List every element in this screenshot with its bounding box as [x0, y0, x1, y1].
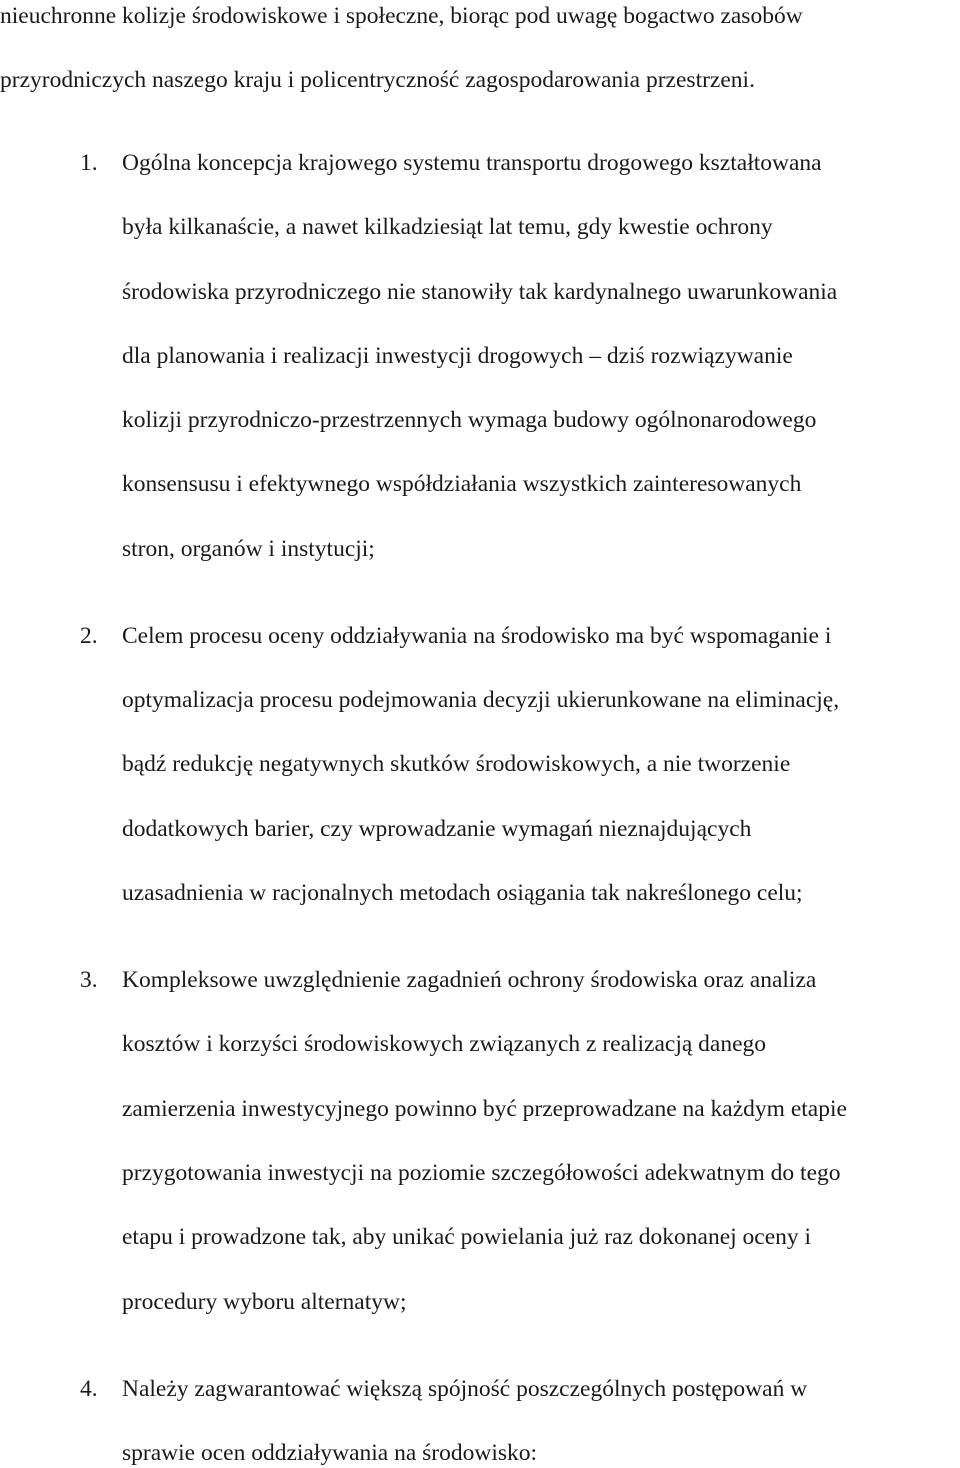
text-line: była kilkanaście, a nawet kilkadziesiąt lat temu, gdy kwestie ochrony [122, 214, 773, 240]
text-line: stron, organów i instytucji; [122, 536, 375, 562]
text-line: procedury wyboru alternatyw; [122, 1289, 407, 1315]
item-number: 3. [80, 967, 98, 993]
text-line: bądź redukcję negatywnych skutków środowiskowych, a nie tworzenie [122, 751, 791, 777]
item-number: 1. [80, 150, 98, 176]
text-line: Ogólna koncepcja krajowego systemu transportu drogowego kształtowana [122, 150, 822, 176]
item-number: 2. [80, 623, 98, 649]
text-line: przygotowania inwestycji na poziomie szczegółowości adekwatnym do tego [122, 1160, 841, 1186]
text-line: uzasadnienia w racjonalnych metodach osiągania tak nakreślonego celu; [122, 880, 803, 906]
text-line: środowiska przyrodniczego nie stanowiły tak kardynalnego uwarunkowania [122, 279, 838, 305]
text-line: kolizji przyrodniczo-przestrzennych wymaga budowy ogólnonarodowego [122, 407, 817, 433]
text-line: dodatkowych barier, czy wprowadzanie wymagań nieznajdujących [122, 816, 752, 842]
text-line: Należy zagwarantować większą spójność poszczególnych postępowań w [122, 1376, 808, 1402]
text-line: dla planowania i realizacji inwestycji drogowych – dziś rozwiązywanie [122, 343, 793, 369]
text-line: etapu i prowadzone tak, aby unikać powielania już raz dokonanej oceny i [122, 1224, 812, 1250]
text-line: Celem procesu oceny oddziaływania na środowisko ma być wspomaganie i [122, 623, 832, 649]
text-line: optymalizacja procesu podejmowania decyzji ukierunkowane na eliminację, [122, 687, 840, 713]
text-line: Kompleksowe uwzględnienie zagadnień ochrony środowiska oraz analiza [122, 967, 817, 993]
text-line: przyrodniczych naszego kraju i policentryczność zagospodarowania przestrzeni. [0, 67, 755, 93]
text-line: zamierzenia inwestycyjnego powinno być przeprowadzane na każdym etapie [122, 1096, 847, 1122]
item-number: 4. [80, 1376, 98, 1402]
text-line: sprawie ocen oddziaływania na środowisko: [122, 1440, 538, 1466]
text-line: nieuchronne kolizje środowiskowe i społeczne, biorąc pod uwagę bogactwo zasobów [0, 3, 803, 29]
text-line: konsensusu i efektywnego współdziałania wszystkich zainteresowanych [122, 471, 802, 497]
text-line: kosztów i korzyści środowiskowych związanych z realizacją danego [122, 1031, 767, 1057]
